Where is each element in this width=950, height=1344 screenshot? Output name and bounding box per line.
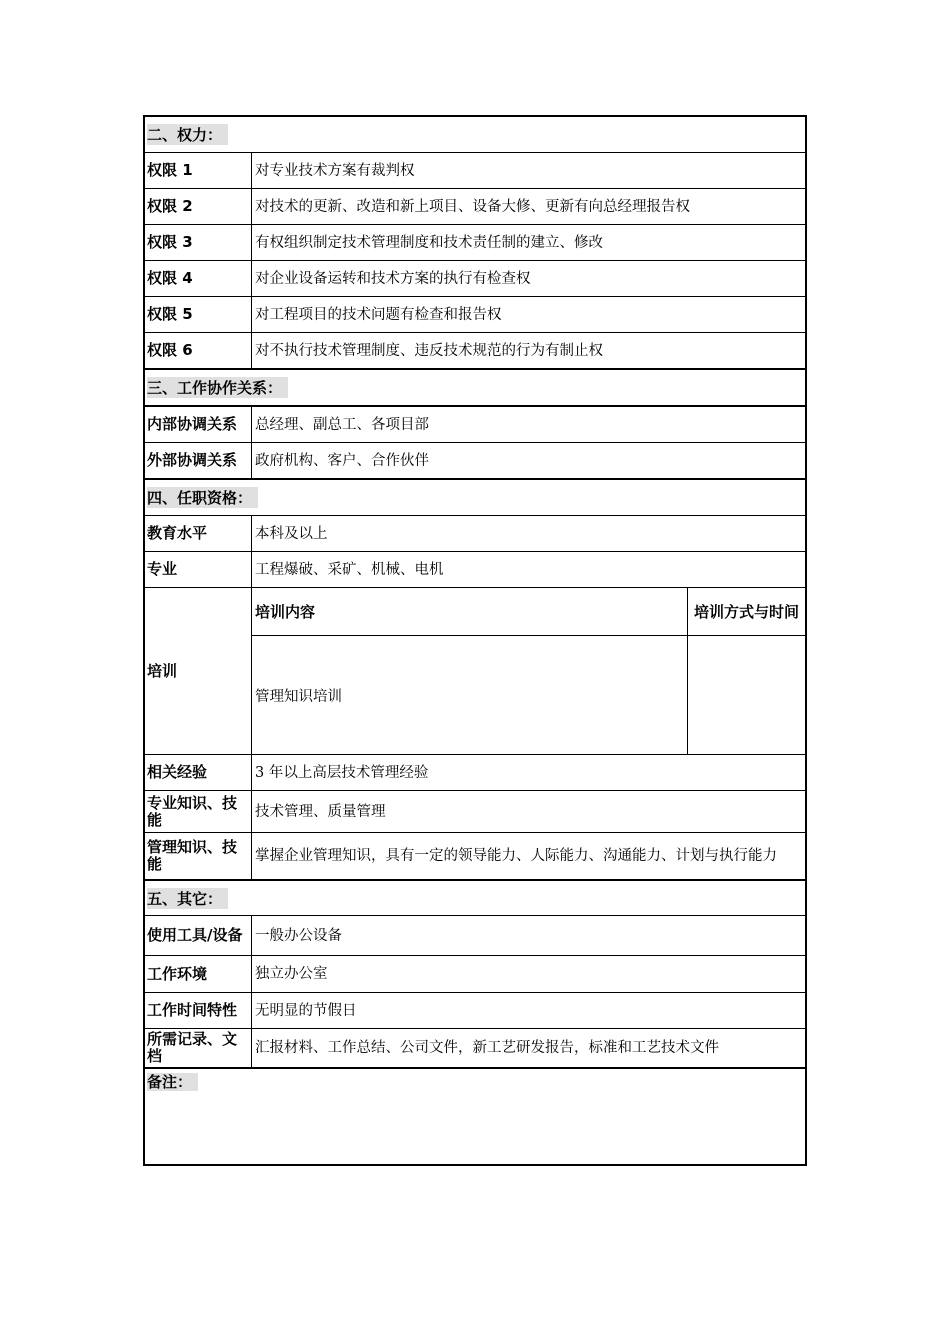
- job-description-table: [143, 115, 807, 1166]
- row-label: 权限 4: [145, 261, 252, 296]
- row-label: 权限 1: [145, 153, 252, 188]
- table-row: [145, 993, 805, 1029]
- training-content: 管理知识培训: [252, 636, 688, 754]
- section-title: 四、任职资格：: [147, 480, 258, 515]
- table-row: [145, 833, 805, 881]
- row-value: 对工程项目的技术问题有检查和报告权: [255, 306, 502, 323]
- row-label: 专业知识、技能: [145, 791, 252, 832]
- table-row: [145, 916, 805, 956]
- row-label: 外部协调关系: [145, 443, 252, 478]
- table-row: [145, 261, 805, 297]
- row-label: 相关经验: [145, 755, 252, 790]
- row-value: 本科及以上: [255, 525, 328, 542]
- row-value: 政府机构、客户、合作伙伴: [255, 452, 429, 469]
- section-title: 三、工作协作关系：: [147, 370, 288, 405]
- training-body: [252, 636, 805, 754]
- table-row: [145, 443, 805, 480]
- row-label: 权限 2: [145, 189, 252, 224]
- row-value: 对技术的更新、改造和新上项目、设备大修、更新有向总经理报告权: [255, 198, 690, 215]
- row-label: 培训: [145, 588, 252, 754]
- table-row: [145, 755, 805, 791]
- row-value: 汇报材料、工作总结、公司文件，新工艺研发报告，标准和工艺技术文件: [255, 1040, 719, 1056]
- training-method: [688, 636, 805, 754]
- row-value: 独立办公室: [255, 966, 328, 982]
- training-header: [252, 588, 805, 636]
- section-header-others: [145, 881, 805, 916]
- row-label: 教育水平: [145, 516, 252, 551]
- row-label: 权限 5: [145, 297, 252, 332]
- notes-area: [145, 1069, 805, 1164]
- training-method-header: 培训方式与时间: [694, 602, 800, 621]
- table-row: [145, 189, 805, 225]
- row-label: 管理知识、技能: [145, 833, 252, 879]
- row-label: 工作环境: [145, 956, 252, 992]
- table-row: [145, 297, 805, 333]
- row-label: 所需记录、文档: [145, 1029, 252, 1067]
- row-label: 专业: [145, 552, 252, 587]
- row-value: 技术管理、质量管理: [255, 803, 386, 820]
- table-row: [145, 516, 805, 552]
- table-row: [145, 552, 805, 588]
- row-label: 使用工具/设备: [145, 916, 252, 955]
- row-value: 总经理、副总工、各项目部: [255, 416, 429, 433]
- table-row: [145, 956, 805, 993]
- row-value: 一般办公设备: [255, 927, 342, 944]
- training-content-header: 培训内容: [252, 588, 688, 635]
- row-value: 3 年以上高层技术管理经验: [255, 764, 429, 781]
- row-value: 对专业技术方案有裁判权: [255, 162, 415, 179]
- training-row: [145, 588, 805, 755]
- table-row: [145, 1029, 805, 1069]
- section-header-qualifications: [145, 480, 805, 516]
- row-label: 权限 6: [145, 333, 252, 368]
- row-value: 对企业设备运转和技术方案的执行有检查权: [255, 270, 531, 287]
- table-row: [145, 333, 805, 370]
- section-header-rights: [145, 117, 805, 153]
- row-value: 对不执行技术管理制度、违反技术规范的行为有制止权: [255, 342, 603, 359]
- notes-label: 备注：: [147, 1071, 198, 1092]
- table-row: [145, 407, 805, 443]
- row-value: 有权组织制定技术管理制度和技术责任制的建立、修改: [255, 234, 603, 251]
- table-row: [145, 225, 805, 261]
- table-row: [145, 791, 805, 833]
- section-header-relations: [145, 370, 805, 407]
- row-value: 工程爆破、采矿、机械、电机: [255, 561, 444, 578]
- section-title: 五、其它：: [147, 881, 228, 915]
- row-value: 掌握企业管理知识，具有一定的领导能力、人际能力、沟通能力、计划与执行能力: [255, 847, 777, 864]
- section-title: 二、权力：: [147, 117, 228, 152]
- row-value: 无明显的节假日: [255, 1002, 357, 1019]
- row-label: 工作时间特性: [145, 993, 252, 1028]
- row-label: 权限 3: [145, 225, 252, 260]
- row-label: 内部协调关系: [145, 407, 252, 442]
- table-row: [145, 153, 805, 189]
